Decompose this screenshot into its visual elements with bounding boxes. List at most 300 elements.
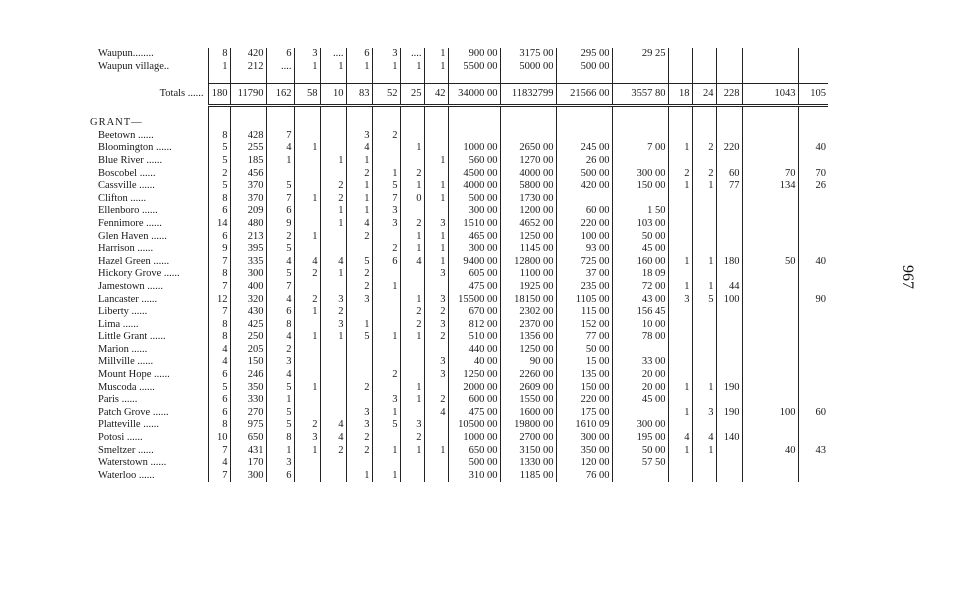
table-cell: [742, 356, 798, 369]
row-label: Beetown ......: [98, 129, 154, 141]
table-cell: 7: [266, 193, 294, 206]
table-cell: [346, 243, 372, 256]
table-cell: 7: [208, 256, 230, 269]
table-cell: [668, 457, 692, 470]
table-cell: 3: [372, 48, 400, 61]
table-row: [90, 470, 828, 483]
table-cell: [716, 130, 742, 143]
table-cell: [346, 394, 372, 407]
table-cell: 5: [266, 243, 294, 256]
table-row: [90, 256, 828, 269]
table-cell: 21566 00: [556, 84, 612, 106]
table-cell: [668, 48, 692, 61]
table-cell: [266, 168, 294, 181]
table-cell: 650 00: [448, 445, 500, 458]
table-cell: [692, 394, 716, 407]
table-cell: 26: [798, 180, 828, 193]
table-cell: 3: [320, 294, 346, 307]
table-cell: [294, 281, 320, 294]
table-cell: [294, 369, 320, 382]
table-cell: [798, 48, 828, 61]
table-cell: [668, 205, 692, 218]
table-cell: 1: [372, 281, 400, 294]
table-cell: [320, 231, 346, 244]
table-cell: 220: [716, 142, 742, 155]
table-cell: 270: [230, 407, 266, 420]
row-label: Mount Hope ......: [98, 369, 170, 381]
table-cell: 33 00: [612, 356, 668, 369]
table-cell: 370: [230, 180, 266, 193]
table-cell: 12: [208, 294, 230, 307]
table-cell: 4: [320, 256, 346, 269]
row-label: Liberty ......: [98, 306, 148, 318]
table-cell: 4: [266, 331, 294, 344]
table-cell: [798, 344, 828, 357]
table-cell: 1356 00: [500, 331, 556, 344]
table-cell: [716, 306, 742, 319]
table-cell: 77: [716, 180, 742, 193]
table-cell: 6: [208, 369, 230, 382]
table-cell: 6: [208, 407, 230, 420]
table-cell: [372, 382, 400, 395]
table-cell: 175 00: [556, 407, 612, 420]
table-cell: [400, 205, 424, 218]
table-cell: 2: [266, 344, 294, 357]
table-cell: 1: [424, 48, 448, 61]
table-cell: 195 00: [612, 432, 668, 445]
table-row: [90, 231, 828, 244]
table-cell: [742, 130, 798, 143]
table-cell: [294, 470, 320, 483]
table-cell: 2: [692, 142, 716, 155]
table-cell: 3: [320, 319, 346, 332]
table-cell: [294, 457, 320, 470]
table-row: [90, 294, 828, 307]
table-cell: [742, 231, 798, 244]
table-row: [90, 356, 828, 369]
table-cell: [294, 155, 320, 168]
table-cell: ....: [400, 48, 424, 61]
table-cell: 1: [320, 331, 346, 344]
table-cell: 4: [346, 142, 372, 155]
table-cell: 19800 00: [500, 419, 556, 432]
table-row: [90, 445, 828, 458]
table-cell: 10 00: [612, 319, 668, 332]
table-cell: 1: [320, 155, 346, 168]
table-cell: [742, 268, 798, 281]
row-label: Fennimore ......: [98, 217, 162, 229]
table-cell: 1: [424, 155, 448, 168]
table-cell: [294, 205, 320, 218]
table-cell: 812 00: [448, 319, 500, 332]
table-cell: [556, 193, 612, 206]
table-cell: [692, 243, 716, 256]
table-cell: 3: [372, 218, 400, 231]
table-cell: 18150 00: [500, 294, 556, 307]
table-cell: [400, 457, 424, 470]
table-cell: 12800 00: [500, 256, 556, 269]
table-cell: 100: [742, 407, 798, 420]
table-row: [90, 344, 828, 357]
table-cell: 3: [266, 356, 294, 369]
table-cell: 1: [668, 407, 692, 420]
table-cell: [716, 155, 742, 168]
table-cell: 1925 00: [500, 281, 556, 294]
table-cell: [798, 432, 828, 445]
table-cell: [742, 205, 798, 218]
table-cell: [798, 205, 828, 218]
table-cell: [424, 382, 448, 395]
table-cell: [742, 432, 798, 445]
table-cell: 170: [230, 457, 266, 470]
table-cell: 1: [294, 331, 320, 344]
table-cell: 310 00: [448, 470, 500, 483]
table-row: [90, 268, 828, 281]
table-cell: 152 00: [556, 319, 612, 332]
table-cell: 50 00: [612, 231, 668, 244]
row-label: Cassville ......: [98, 180, 155, 192]
table-cell: 1200 00: [500, 205, 556, 218]
table-cell: 320: [230, 294, 266, 307]
table-cell: [668, 394, 692, 407]
table-cell: 725 00: [556, 256, 612, 269]
table-cell: [424, 344, 448, 357]
table-cell: 3175 00: [500, 48, 556, 61]
table-cell: 420: [230, 48, 266, 61]
table-cell: 1: [400, 382, 424, 395]
table-cell: 1: [424, 243, 448, 256]
table-cell: 2000 00: [448, 382, 500, 395]
table-row: [90, 319, 828, 332]
table-cell: [294, 407, 320, 420]
table-cell: ....: [266, 61, 294, 74]
table-cell: 330: [230, 394, 266, 407]
table-cell: 10: [320, 84, 346, 106]
table-cell: 5: [208, 155, 230, 168]
table-cell: 900 00: [448, 48, 500, 61]
table-cell: 428: [230, 130, 266, 143]
table-cell: 1: [320, 205, 346, 218]
table-cell: 190: [716, 407, 742, 420]
table-cell: 2302 00: [500, 306, 556, 319]
table-cell: [668, 218, 692, 231]
table-cell: 6: [372, 256, 400, 269]
table-cell: [692, 231, 716, 244]
table-cell: 90: [798, 294, 828, 307]
table-cell: 430: [230, 306, 266, 319]
table-cell: [320, 407, 346, 420]
table-cell: 11832799: [500, 84, 556, 106]
table-cell: 395: [230, 243, 266, 256]
table-cell: 50: [742, 256, 798, 269]
table-cell: 1: [294, 193, 320, 206]
table-cell: 1: [400, 331, 424, 344]
table-cell: 162: [266, 84, 294, 106]
table-cell: [742, 306, 798, 319]
table-cell: [798, 419, 828, 432]
table-cell: [742, 394, 798, 407]
table-cell: 29 25: [612, 48, 668, 61]
table-cell: [372, 319, 400, 332]
table-cell: 1: [294, 61, 320, 74]
table-cell: 1: [400, 394, 424, 407]
table-cell: [798, 382, 828, 395]
table-cell: 2: [346, 268, 372, 281]
table-cell: 2: [400, 168, 424, 181]
table-cell: [742, 382, 798, 395]
table-cell: 1: [424, 256, 448, 269]
table-cell: [668, 419, 692, 432]
table-cell: 510 00: [448, 331, 500, 344]
table-cell: [320, 243, 346, 256]
table-cell: 37 00: [556, 268, 612, 281]
table-cell: [320, 168, 346, 181]
table-cell: 1: [372, 445, 400, 458]
table-cell: [692, 48, 716, 61]
table-cell: [372, 457, 400, 470]
table-cell: [798, 193, 828, 206]
table-cell: [716, 61, 742, 74]
table-cell: [668, 243, 692, 256]
table-cell: [798, 331, 828, 344]
table-cell: [798, 61, 828, 74]
table-cell: 2: [346, 445, 372, 458]
table-cell: 1: [400, 180, 424, 193]
table-cell: 2: [294, 294, 320, 307]
table-cell: 2: [372, 369, 400, 382]
table-cell: 7: [208, 470, 230, 483]
row-label: Lancaster ......: [98, 293, 158, 305]
table-cell: 4: [424, 407, 448, 420]
table-cell: 77 00: [556, 331, 612, 344]
table-cell: 1: [372, 331, 400, 344]
table-cell: 18 09: [612, 268, 668, 281]
table-row: [90, 306, 828, 319]
table-cell: [742, 48, 798, 61]
table-cell: [668, 268, 692, 281]
table-cell: 8: [266, 432, 294, 445]
table-cell: 5: [266, 382, 294, 395]
table-cell: 560 00: [448, 155, 500, 168]
table-cell: [692, 193, 716, 206]
table-cell: 156 45: [612, 306, 668, 319]
table-cell: [400, 268, 424, 281]
table-cell: [612, 130, 668, 143]
table-cell: [716, 231, 742, 244]
table-cell: [500, 130, 556, 143]
table-cell: 4: [266, 142, 294, 155]
table-cell: [424, 205, 448, 218]
table-row: [90, 130, 828, 143]
table-cell: 60: [798, 407, 828, 420]
table-cell: 3: [346, 407, 372, 420]
table-cell: 1270 00: [500, 155, 556, 168]
table-cell: 5: [208, 180, 230, 193]
table-cell: [716, 319, 742, 332]
table-cell: 1: [372, 470, 400, 483]
table-cell: 60: [716, 168, 742, 181]
table-cell: [692, 344, 716, 357]
table-cell: 4: [320, 432, 346, 445]
table-cell: [346, 457, 372, 470]
table-cell: 100: [716, 294, 742, 307]
table-cell: [400, 281, 424, 294]
table-cell: 6: [208, 231, 230, 244]
table-cell: 2609 00: [500, 382, 556, 395]
table-cell: 5: [372, 180, 400, 193]
table-cell: 220 00: [556, 394, 612, 407]
table-cell: 1: [692, 281, 716, 294]
table-cell: [294, 218, 320, 231]
table-cell: [424, 168, 448, 181]
table-cell: [346, 356, 372, 369]
table-cell: 78 00: [612, 331, 668, 344]
spacer-row: [90, 106, 828, 118]
table-cell: 60 00: [556, 205, 612, 218]
table-cell: 205: [230, 344, 266, 357]
table-cell: 4: [266, 369, 294, 382]
table-cell: 2: [320, 193, 346, 206]
table-cell: [372, 432, 400, 445]
table-cell: 4: [668, 432, 692, 445]
table-cell: [716, 205, 742, 218]
row-label: Platteville ......: [98, 419, 159, 431]
row-label: Waterstown ......: [98, 457, 167, 469]
table-cell: 8: [208, 419, 230, 432]
table-cell: [668, 231, 692, 244]
table-cell: [716, 419, 742, 432]
table-cell: 400: [230, 281, 266, 294]
table-cell: [692, 61, 716, 74]
table-cell: [668, 61, 692, 74]
table-cell: [400, 344, 424, 357]
table-cell: 1: [692, 256, 716, 269]
table-cell: [400, 470, 424, 483]
row-label: Paris ......: [98, 394, 138, 406]
table-cell: 2: [320, 180, 346, 193]
table-cell: 5: [266, 407, 294, 420]
table-cell: 93 00: [556, 243, 612, 256]
table-row: [90, 205, 828, 218]
table-cell: 72 00: [612, 281, 668, 294]
table-cell: 1145 00: [500, 243, 556, 256]
table-cell: [668, 130, 692, 143]
table-cell: 1: [346, 155, 372, 168]
table-cell: 1000 00: [448, 432, 500, 445]
table-cell: 1550 00: [500, 394, 556, 407]
table-cell: 209: [230, 205, 266, 218]
table-cell: [742, 319, 798, 332]
table-cell: [612, 344, 668, 357]
table-cell: 44: [716, 281, 742, 294]
table-cell: 500 00: [556, 61, 612, 74]
table-cell: 10: [208, 432, 230, 445]
table-cell: 180: [208, 84, 230, 106]
table-cell: [798, 457, 828, 470]
table-cell: [668, 193, 692, 206]
table-cell: 600 00: [448, 394, 500, 407]
table-cell: 5: [266, 419, 294, 432]
table-cell: 3: [424, 268, 448, 281]
table-cell: 5: [346, 256, 372, 269]
table-cell: [692, 306, 716, 319]
row-label: Totals ......: [159, 88, 204, 100]
table-cell: 4: [266, 256, 294, 269]
table-cell: 245 00: [556, 142, 612, 155]
row-label: Harrison ......: [98, 243, 154, 255]
table-cell: 90 00: [500, 356, 556, 369]
table-cell: [798, 356, 828, 369]
table-cell: 0: [400, 193, 424, 206]
table-cell: [716, 218, 742, 231]
table-cell: [372, 344, 400, 357]
table-cell: [372, 142, 400, 155]
table-cell: 2: [692, 168, 716, 181]
table-cell: 5: [266, 180, 294, 193]
table-cell: 150 00: [556, 382, 612, 395]
table-cell: [716, 369, 742, 382]
table-cell: 6: [266, 48, 294, 61]
table-cell: [320, 344, 346, 357]
table-cell: 10500 00: [448, 419, 500, 432]
table-cell: 8: [208, 193, 230, 206]
table-cell: [424, 130, 448, 143]
table-cell: 42: [424, 84, 448, 106]
table-cell: 5: [208, 142, 230, 155]
table-cell: 1: [266, 394, 294, 407]
table-cell: 1: [294, 142, 320, 155]
table-cell: 2: [266, 231, 294, 244]
table-cell: [692, 369, 716, 382]
table-cell: 3: [424, 356, 448, 369]
table-cell: 2: [320, 445, 346, 458]
table-cell: [294, 356, 320, 369]
table-cell: 3: [424, 218, 448, 231]
table-cell: 1: [346, 319, 372, 332]
table-cell: [612, 61, 668, 74]
table-cell: 3: [294, 48, 320, 61]
table-cell: [400, 130, 424, 143]
table-cell: 150: [230, 356, 266, 369]
table-cell: 4: [266, 294, 294, 307]
row-label: Blue River ......: [98, 154, 163, 166]
row-label: Clifton ......: [98, 192, 147, 204]
table-cell: 3: [424, 319, 448, 332]
table-cell: 34000 00: [448, 84, 500, 106]
table-cell: 8: [208, 319, 230, 332]
table-cell: 1: [208, 61, 230, 74]
row-label: Lima ......: [98, 318, 139, 330]
table-cell: 83: [346, 84, 372, 106]
table-cell: 5: [266, 268, 294, 281]
table-cell: 480: [230, 218, 266, 231]
table-cell: 1: [294, 382, 320, 395]
table-cell: 1: [346, 470, 372, 483]
table-cell: [798, 470, 828, 483]
table-row: [90, 84, 828, 106]
table-cell: 1250 00: [500, 231, 556, 244]
table-cell: [798, 130, 828, 143]
table-cell: [742, 369, 798, 382]
table-cell: 1: [400, 445, 424, 458]
table-cell: [742, 243, 798, 256]
table-cell: 300 00: [612, 419, 668, 432]
table-cell: [742, 331, 798, 344]
table-cell: 1: [424, 231, 448, 244]
table-cell: 250: [230, 331, 266, 344]
table-cell: [372, 231, 400, 244]
table-cell: 3: [346, 130, 372, 143]
